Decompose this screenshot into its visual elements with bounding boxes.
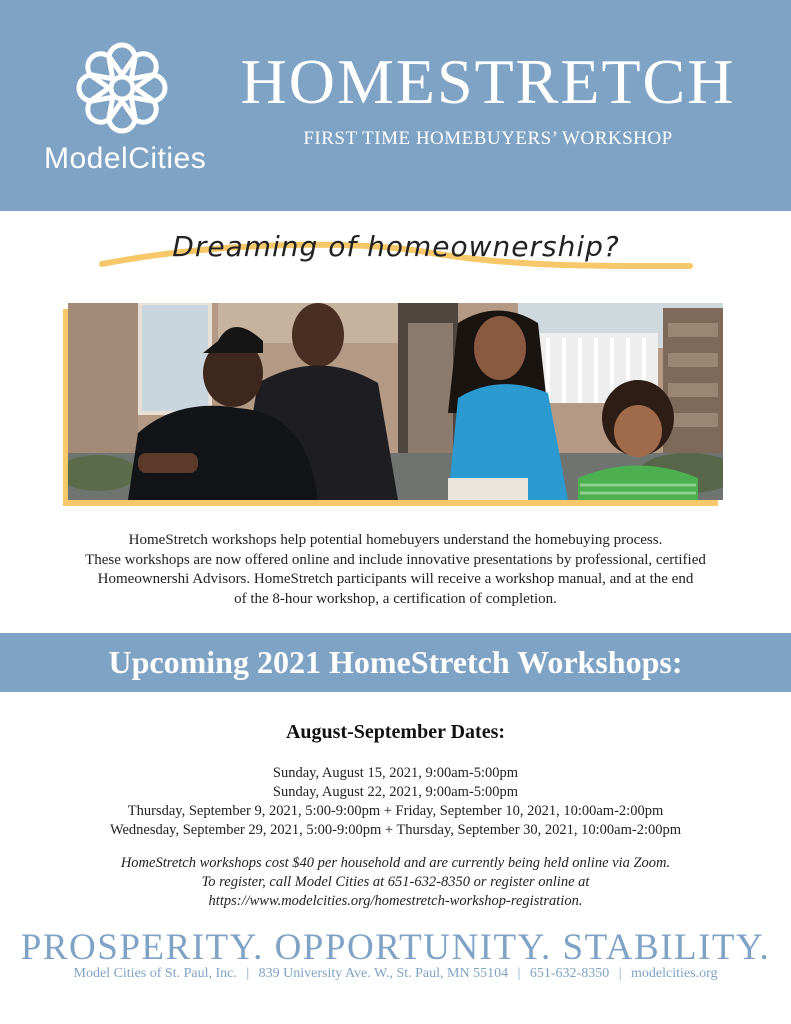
intro-line: of the 8-hour workshop, a certification of completion. [234, 590, 557, 607]
flower-star-icon [70, 36, 174, 140]
date-item: Thursday, September 9, 2021, 5:00-9:00pm + Friday, September 10, 2021, 10:00am-2:00pm [127, 803, 664, 819]
footer-contact [0, 966, 791, 982]
separator: | [618, 966, 622, 981]
org-website[interactable]: modelcities.org [631, 966, 718, 981]
tagline-block [96, 222, 696, 284]
dates-heading: August-September Dates: [285, 721, 506, 743]
date-item: Sunday, August 15, 2021, 9:00am-5:00pm [272, 765, 519, 781]
separator: | [246, 966, 250, 981]
intro-line: These workshops are now offered online and include innovative presentations by professional, certified [85, 551, 706, 568]
cost-info [0, 854, 791, 911]
intro-paragraph [60, 531, 731, 609]
section-title: Upcoming 2021 HomeStretch Workshops: [108, 644, 683, 680]
cost-line: To register, call Model Cities at 651-632-8350 or register online at [201, 874, 590, 890]
logo-wordmark: ModelCities [44, 142, 207, 175]
org-phone[interactable]: 651-632-8350 [529, 966, 610, 981]
header-banner [0, 0, 791, 211]
intro-line: HomeStretch workshops help potential homebuyers understand the homebuying process. [128, 532, 663, 548]
tagline-text: Dreaming of homeownership? [172, 230, 620, 263]
registration-link[interactable]: https://www.modelcities.org/homestretch-workshop-registration. [208, 893, 583, 909]
page-title: HOMESTRETCH [240, 46, 736, 117]
date-item: Sunday, August 22, 2021, 9:00am-5:00pm [272, 784, 519, 800]
family-photo [68, 303, 723, 500]
cost-line: HomeStretch workshops cost $40 per household and are currently being held online via Zoom. [120, 855, 671, 871]
dates-list [0, 764, 791, 840]
org-name: Model Cities of St. Paul, Inc. [73, 966, 237, 981]
intro-line: Homeownershi Advisors. HomeStretch participants will receive a workshop manual, and at the end [97, 571, 694, 587]
org-address: 839 University Ave. W., St. Paul, MN 55104 [258, 966, 509, 981]
motto: PROSPERITY. OPPORTUNITY. STABILITY. [20, 927, 771, 968]
upcoming-band [0, 633, 791, 692]
separator: | [517, 966, 521, 981]
page-subtitle: FIRST TIME HOMEBUYERS’ WORKSHOP [303, 128, 673, 149]
date-item: Wednesday, September 29, 2021, 5:00-9:00pm + Thursday, September 30, 2021, 10:00am-2:00pm [109, 822, 682, 838]
